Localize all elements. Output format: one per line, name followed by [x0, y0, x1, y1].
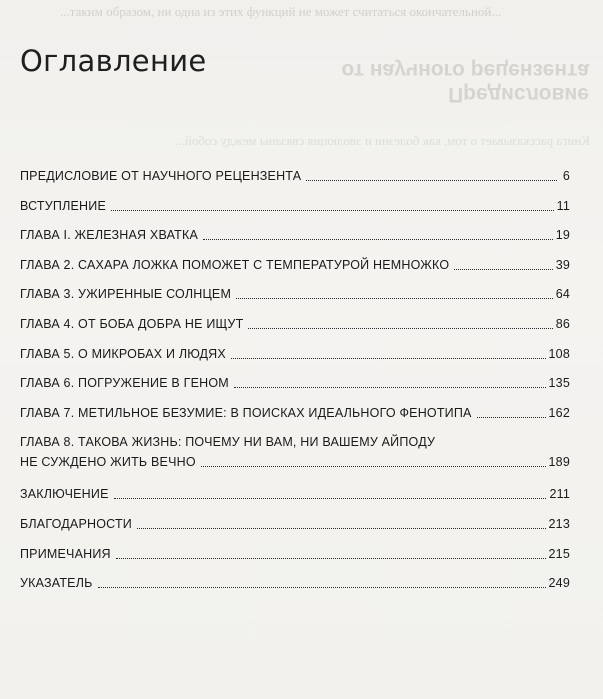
toc-entry-page: 135	[548, 376, 570, 391]
toc-entry-chapter-8[interactable]	[20, 434, 570, 486]
table-of-contents	[20, 168, 570, 605]
dot-leader	[98, 587, 546, 588]
toc-entry-label: ГЛАВА 7. МЕТИЛЬНОЕ БЕЗУМИЕ: В ПОИСКАХ ИДЕАЛЬНОГО ФЕНОТИПА	[20, 405, 472, 420]
toc-entry-chapter-7[interactable]	[20, 405, 570, 435]
dot-leader	[114, 498, 547, 499]
toc-entry-page: 11	[556, 198, 570, 213]
toc-entry-page: 6	[562, 169, 570, 183]
toc-entry-page: 249	[548, 576, 570, 591]
toc-entry-label: ПРИМЕЧАНИЯ	[20, 546, 111, 561]
dot-leader	[236, 298, 553, 299]
toc-entry-label-line-2: НЕ СУЖДЕНО ЖИТЬ ВЕЧНО	[20, 455, 196, 470]
toc-entry-page: 162	[548, 405, 570, 420]
bleed-heading-line-1: Предисловие	[448, 83, 589, 106]
dot-leader	[137, 528, 546, 529]
dot-leader	[248, 328, 552, 329]
toc-entry-label: ГЛАВА I. ЖЕЛЕЗНАЯ ХВАТКА	[20, 228, 198, 243]
toc-entry-label-line-1: ГЛАВА 8. ТАКОВА ЖИЗНЬ: ПОЧЕМУ НИ ВАМ, НИ ВАШЕМУ АЙПОДУ	[20, 435, 436, 450]
toc-entry-label: ГЛАВА 3. УЖИРЕННЫЕ СОЛНЦЕМ	[20, 287, 232, 302]
dot-leader	[477, 417, 546, 418]
toc-entry-acknowledgements[interactable]	[20, 516, 570, 546]
dot-leader	[306, 180, 557, 181]
toc-entry-label: ГЛАВА 2. САХАРА ЛОЖКА ПОМОЖЕТ С ТЕМПЕРАТУРОЙ НЕМНОЖКО	[20, 257, 450, 272]
toc-entry-label: ПРЕДИСЛОВИЕ ОТ НАУЧНОГО РЕЦЕНЗЕНТА	[20, 169, 302, 183]
toc-entry-page: 211	[549, 487, 570, 502]
toc-entry-chapter-3[interactable]	[20, 286, 570, 316]
dot-leader	[111, 210, 554, 211]
toc-entry-label: ГЛАВА 4. ОТ БОБА ДОБРА НЕ ИЩУТ	[20, 316, 244, 331]
dot-leader	[454, 269, 552, 270]
toc-entry-chapter-6[interactable]	[20, 375, 570, 405]
page-title: Оглавление	[20, 44, 207, 78]
toc-entry-page: 64	[555, 287, 570, 302]
dot-leader	[234, 387, 546, 388]
toc-entry-label: ГЛАВА 5. О МИКРОБАХ И ЛЮДЯХ	[20, 346, 226, 361]
toc-entry-notes[interactable]	[20, 546, 570, 576]
toc-entry-label: БЛАГОДАРНОСТИ	[20, 516, 132, 531]
toc-entry-page: 215	[548, 546, 570, 561]
bleed-through-heading	[341, 58, 589, 106]
toc-entry-label: ЗАКЛЮЧЕНИЕ	[20, 487, 109, 502]
bleed-through-text-top: ...таким образом, ни одна из этих функций не может считаться окончательной...	[60, 4, 502, 19]
toc-entry-conclusion[interactable]	[20, 486, 570, 516]
toc-entry-preface[interactable]	[20, 168, 570, 198]
dot-leader	[203, 239, 553, 240]
toc-entry-chapter-1[interactable]	[20, 227, 570, 257]
toc-entry-page: 19	[555, 228, 570, 243]
toc-entry-label: ГЛАВА 6. ПОГРУЖЕНИЕ В ГЕНОМ	[20, 376, 229, 391]
dot-leader	[116, 558, 546, 559]
bleed-heading-line-2: от научного рецензента	[341, 59, 589, 82]
toc-entry-page: 108	[548, 346, 570, 361]
toc-entry-index[interactable]	[20, 575, 570, 605]
toc-entry-chapter-4[interactable]	[20, 316, 570, 346]
toc-entry-chapter-5[interactable]	[20, 346, 570, 376]
dot-leader	[231, 358, 546, 359]
toc-entry-label: УКАЗАТЕЛЬ	[20, 576, 93, 591]
toc-entry-page: 213	[548, 516, 570, 531]
toc-entry-page: 189	[548, 455, 570, 470]
dot-leader	[201, 466, 546, 467]
toc-entry-page: 39	[555, 257, 570, 272]
toc-entry-chapter-2[interactable]	[20, 257, 570, 287]
toc-entry-label: ВСТУПЛЕНИЕ	[20, 198, 106, 213]
toc-entry-introduction[interactable]	[20, 198, 570, 228]
bleed-through-body: Книга рассказывает о том, как болезни и эволюция связаны между собой...	[175, 133, 590, 148]
toc-entry-page: 86	[555, 316, 570, 331]
